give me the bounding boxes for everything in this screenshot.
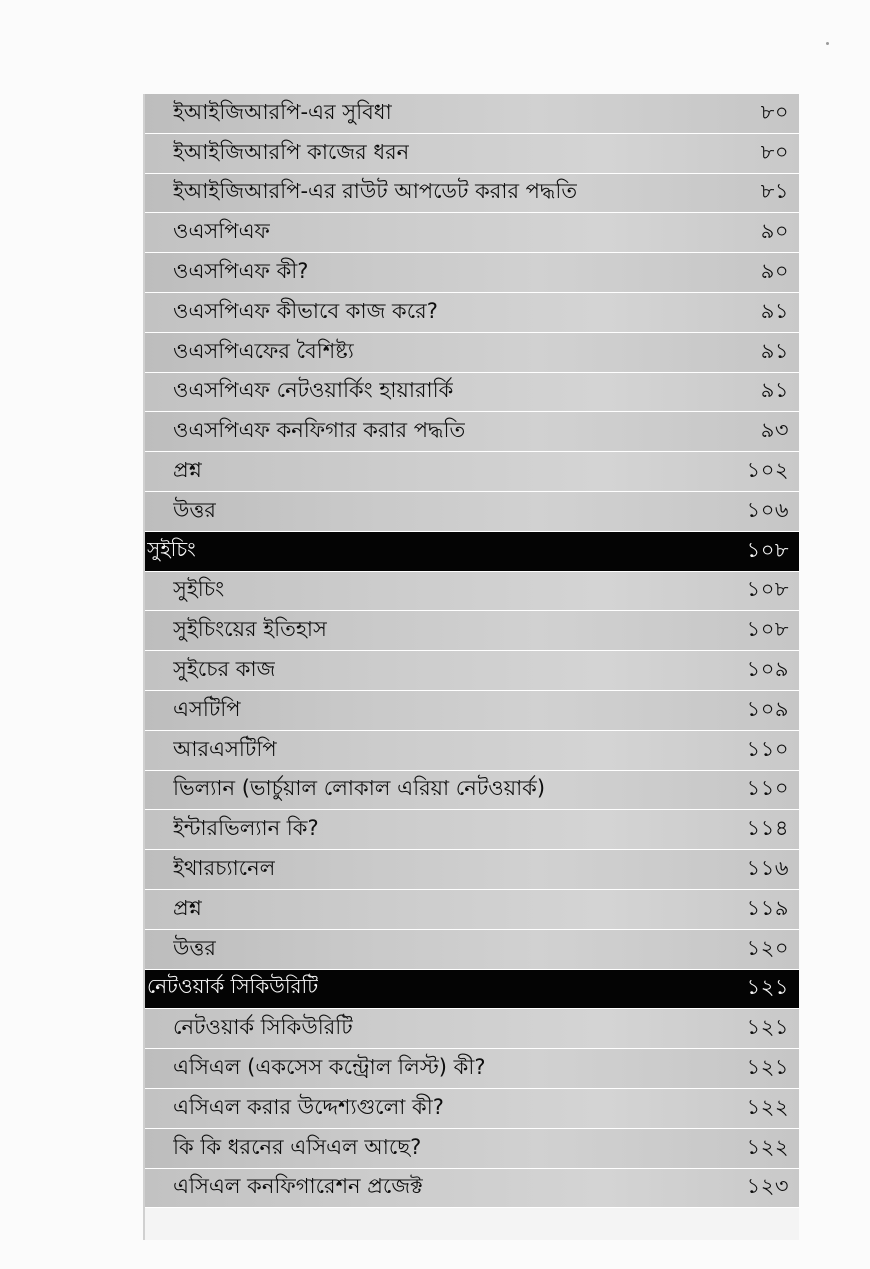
toc-entry	[145, 412, 799, 452]
entry-title: উত্তর	[173, 497, 216, 522]
entry-title: এসিএল কনফিগারেশন প্রজেক্ট	[173, 1174, 423, 1199]
entry-page-number: ১০৯	[746, 657, 789, 682]
entry-title: ভিল্যান (ভার্চুয়াল লোকাল এরিয়া নেটওয়ার্ক)	[173, 776, 546, 801]
entry-page-number: ১২০	[746, 935, 789, 960]
entry-title: প্রশ্ন	[173, 895, 202, 920]
entry-page-number: ৯০	[760, 259, 789, 284]
entry-page-number: ১২১	[746, 1015, 789, 1040]
entry-title: ইথারচ্যানেল	[173, 856, 276, 881]
entry-page-number: ৯০	[760, 219, 789, 244]
entry-title: সুইচের কাজ	[173, 657, 276, 682]
toc-entry	[145, 810, 799, 850]
toc-entry	[145, 94, 799, 134]
toc-entry	[145, 930, 799, 970]
scan-speck	[826, 42, 829, 45]
toc-entry	[145, 1049, 799, 1089]
entry-title: ইআইজিআরপি-এর রাউট আপডেট করার পদ্ধতি	[173, 179, 578, 204]
entry-page-number: ১১৬	[746, 856, 789, 881]
entry-title: নেটওয়ার্ক সিকিউরিটি	[173, 1015, 353, 1040]
toc-entry	[145, 253, 799, 293]
entry-title: সুইচিংয়ের ইতিহাস	[173, 617, 327, 642]
entry-title: ওএসপিএফ	[173, 219, 270, 244]
entry-title: সুইচিং	[173, 577, 225, 602]
entry-title: ইন্টারভিল্যান কি?	[173, 816, 319, 841]
entry-title: ওএসপিএফ কীভাবে কাজ করে?	[173, 298, 438, 323]
entry-title: ওএসপিএফের বৈশিষ্ট্য	[173, 338, 354, 363]
toc-entry	[145, 213, 799, 253]
toc-entry	[145, 850, 799, 890]
entry-page-number: ১০২	[746, 458, 789, 483]
toc-section-heading	[145, 532, 799, 572]
toc-entry	[145, 174, 799, 214]
toc-entry	[145, 134, 799, 174]
entry-page-number: ৮১	[760, 179, 789, 204]
toc-entry	[145, 890, 799, 930]
entry-title: ইআইজিআরপি কাজের ধরন	[173, 139, 410, 164]
toc-entry	[145, 1089, 799, 1129]
entry-title: এসিএল (একসেস কন্ট্রোল লিস্ট) কী?	[173, 1055, 486, 1080]
entry-page-number: ১০৯	[746, 696, 789, 721]
table-of-contents	[143, 94, 799, 1240]
entry-title: ওএসপিএফ নেটওয়ার্কিং হায়ারার্কি	[173, 378, 454, 403]
entry-page-number: ১২২	[746, 1094, 789, 1119]
section-page-number: ১০৮	[746, 537, 789, 562]
entry-page-number: ১১০	[746, 736, 789, 761]
entry-page-number: ৯১	[760, 378, 789, 403]
toc-entry	[145, 1169, 799, 1209]
entry-page-number: ১১৪	[746, 816, 789, 841]
entry-page-number: ১২৩	[746, 1174, 789, 1199]
entry-title: কি কি ধরনের এসিএল আছে?	[173, 1134, 422, 1159]
toc-entry	[145, 771, 799, 811]
entry-title: ইআইজিআরপি-এর সুবিধা	[173, 99, 392, 124]
entry-page-number: ৯১	[760, 298, 789, 323]
toc-entry	[145, 611, 799, 651]
toc-entry	[145, 572, 799, 612]
entry-page-number: ৮০	[760, 99, 789, 124]
entry-page-number: ১১০	[746, 776, 789, 801]
entry-page-number: ৮০	[760, 139, 789, 164]
toc-entry	[145, 731, 799, 771]
toc-section-heading	[145, 970, 799, 1010]
entry-title: ওএসপিএফ কনফিগার করার পদ্ধতি	[173, 418, 466, 443]
entry-page-number: ১০৬	[746, 497, 789, 522]
toc-entry	[145, 492, 799, 532]
entry-page-number: ৯১	[760, 338, 789, 363]
entry-title: ওএসপিএফ কী?	[173, 259, 309, 284]
entry-title: উত্তর	[173, 935, 216, 960]
toc-entry	[145, 293, 799, 333]
toc-entry	[145, 452, 799, 492]
entry-page-number: ১০৮	[746, 617, 789, 642]
toc-entry	[145, 691, 799, 731]
entry-page-number: ১১৯	[746, 895, 789, 920]
section-title: নেটওয়ার্ক সিকিউরিটি	[147, 974, 319, 999]
entry-page-number: ৯৩	[760, 418, 789, 443]
entry-page-number: ১২১	[746, 1055, 789, 1080]
section-page-number: ১২১	[746, 975, 789, 1000]
entry-page-number: ১২২	[746, 1134, 789, 1159]
toc-entry	[145, 373, 799, 413]
section-title: সুইচিং	[147, 536, 196, 561]
entry-title: আরএসটিপি	[173, 736, 277, 761]
entry-title: এসিএল করার উদ্দেশ্যগুলো কী?	[173, 1094, 444, 1119]
toc-entry	[145, 651, 799, 691]
entry-title: এসটিপি	[173, 696, 241, 721]
toc-entry	[145, 1009, 799, 1049]
entry-title: প্রশ্ন	[173, 458, 202, 483]
entry-page-number: ১০৮	[746, 577, 789, 602]
toc-entry	[145, 1129, 799, 1169]
toc-entry	[145, 333, 799, 373]
